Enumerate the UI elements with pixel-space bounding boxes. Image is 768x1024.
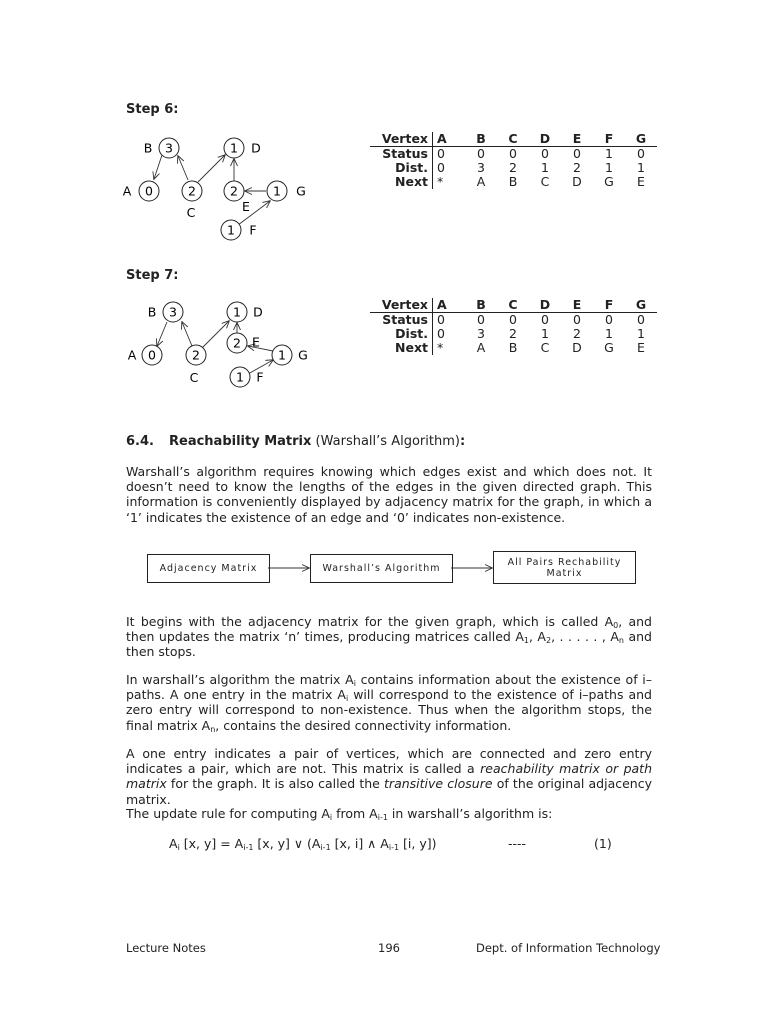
page-number: 196 (378, 941, 400, 955)
svg-text:C: C (186, 205, 196, 220)
svg-text:G: G (296, 183, 306, 199)
table-cell: E (637, 340, 645, 355)
svg-text:1: 1 (230, 140, 238, 156)
text-run: It begins with the adjacency matrix for the given graph, which is called A (126, 614, 614, 629)
edge-b-a (154, 155, 162, 179)
row-label: Status (382, 146, 428, 161)
edge-c-d (198, 155, 225, 182)
section-heading (126, 434, 465, 449)
table-row (370, 175, 657, 189)
subscript: 2 (546, 636, 552, 646)
text-run: , and then updates the matrix ‘n’ times, producing matrices called A (126, 614, 652, 645)
column-header: B (465, 298, 497, 313)
node-g (267, 181, 306, 201)
table-cell: 0 (477, 146, 485, 161)
text-run: contains information about the existence of i–paths. A one entry in the matrix A (126, 672, 652, 703)
svg-text:A: A (127, 347, 137, 363)
svg-text:2: 2 (188, 183, 196, 199)
column-header: F (593, 132, 625, 147)
table-cell: 0 (573, 312, 581, 327)
table-cell: 2 (509, 326, 517, 341)
column-header: F (593, 298, 625, 313)
text-run: [x, y] ∨ (A (253, 836, 321, 851)
paragraph-matrix-ai (126, 672, 652, 733)
table-cell: 2 (573, 160, 581, 175)
table-cell: 0 (573, 146, 581, 161)
text-run: In warshall’s algorithm the matrix A (126, 672, 354, 687)
node-b (148, 302, 183, 322)
subscript: 1 (523, 636, 529, 646)
formula-dashes: ---- (508, 836, 527, 851)
edge-c-b (182, 322, 192, 346)
table-cell: 0 (433, 161, 466, 175)
text-run: [x, y] = A (179, 836, 244, 851)
svg-text:2: 2 (192, 347, 200, 363)
table-cell: G (604, 340, 614, 355)
text-run: A one entry indicates a pair of vertices, which are connected and zero entry indicates a pair, which are not. This matrix is called a (126, 746, 652, 777)
node-e (224, 181, 250, 214)
subscript: i-1 (243, 843, 254, 852)
svg-text:1: 1 (227, 222, 235, 238)
table-cell: 1 (605, 160, 613, 175)
node-f (221, 220, 257, 240)
table-header-row (370, 132, 657, 147)
svg-text:D: D (251, 140, 261, 156)
paragraph-update-rule (126, 806, 652, 821)
svg-text:1: 1 (273, 183, 281, 199)
node-a (123, 181, 159, 201)
table-cell: 0 (605, 312, 613, 327)
edge-b-a (157, 322, 167, 346)
text-run: from A (332, 806, 378, 821)
text-run: and then stops. (126, 629, 652, 660)
node-c (186, 345, 206, 385)
table-cell: D (572, 174, 582, 189)
table-cell: E (637, 174, 645, 189)
text-run: , . . . . . , A (551, 629, 619, 645)
table-cell: 1 (637, 160, 645, 175)
table-cell: 1 (605, 146, 613, 161)
subscript: i-1 (377, 813, 388, 822)
table-cell: C (540, 174, 550, 189)
text-run: A (169, 836, 178, 851)
node-d (224, 138, 261, 158)
text-run: The update rule for computing A (126, 806, 330, 821)
table-cell: 1 (541, 160, 549, 175)
text-run: , contains the desired connectivity information. (215, 717, 512, 733)
text-run: will correspond to the existence of i–paths and zero entry will correspond to non-existence. Thus when the algorithm stops, the final matrix A (126, 687, 652, 733)
column-header: B (465, 132, 497, 147)
node-f (230, 367, 264, 387)
svg-text:G: G (298, 347, 308, 363)
flow-arrows (268, 560, 496, 576)
row-label: Dist. (395, 160, 428, 175)
svg-text:E: E (252, 334, 260, 350)
text-run: of the original adjacency matrix. (126, 776, 652, 807)
svg-text:2: 2 (230, 183, 238, 199)
italic-term: reachability matrix or path matrix (126, 761, 653, 792)
column-header: G (625, 132, 657, 147)
svg-text:C: C (189, 370, 199, 385)
paragraph-intro: Warshall’s algorithm requires knowing which edges exist and which does not. It doesn’t need to know the lengths of the edges in the given directed graph. This information is conveniently displayed by adjacency matrix for the graph, in which a ‘1’ indicates the existence of an edge and ‘0’ indicates non-existence. (126, 464, 652, 525)
subscript: i (329, 813, 333, 822)
column-header: A (433, 132, 466, 147)
table-cell: 0 (637, 146, 645, 161)
table-cell: 0 (509, 312, 517, 327)
table-cell: 0 (433, 327, 466, 341)
flow-box3-line2: Matrix (546, 567, 583, 579)
table-cell: B (508, 174, 518, 189)
table-cell: 0 (541, 146, 549, 161)
table-cell: * (433, 175, 466, 189)
table-row (370, 147, 657, 162)
update-formula (169, 836, 436, 851)
column-header: C (497, 298, 529, 313)
table-cell: 0 (541, 312, 549, 327)
table-cell: A (476, 340, 486, 355)
svg-text:0: 0 (148, 347, 156, 363)
table-header-row (370, 298, 657, 313)
svg-text:B: B (143, 140, 153, 156)
text-run: [x, i] ∧ A (330, 836, 389, 851)
node-g (272, 345, 308, 365)
svg-text:3: 3 (165, 140, 173, 156)
subscript: n (210, 724, 216, 734)
footer-left: Lecture Notes (126, 941, 206, 955)
svg-text:1: 1 (278, 347, 286, 363)
svg-text:B: B (147, 304, 157, 320)
italic-term: transitive closure (384, 776, 493, 792)
table-cell: 3 (477, 326, 485, 341)
svg-text:3: 3 (169, 304, 177, 320)
step7-heading: Step 7: (126, 268, 179, 283)
section-title: Reachability Matrix (169, 434, 312, 449)
flow-box-all-pairs-matrix (493, 551, 636, 584)
svg-text:0: 0 (145, 183, 153, 199)
table-cell: G (604, 174, 614, 189)
step6-graph (110, 128, 320, 246)
text-run: in warshall’s algorithm is: (387, 806, 553, 821)
vertex-label: Vertex (370, 298, 433, 313)
table-cell: 0 (477, 312, 485, 327)
subscript: n (618, 636, 624, 646)
column-header: A (433, 298, 466, 313)
text-run: [i, y]) (399, 836, 437, 851)
node-d (227, 302, 263, 322)
subscript: i (353, 679, 356, 688)
step6-heading: Step 6: (126, 102, 179, 117)
table-cell: 2 (573, 326, 581, 341)
table-cell: 0 (433, 147, 466, 162)
step7-graph (110, 294, 320, 394)
svg-text:F: F (249, 222, 257, 238)
table-cell: A (476, 174, 486, 189)
table-cell: 1 (605, 326, 613, 341)
node-e (227, 333, 260, 353)
table-row (370, 327, 657, 341)
svg-text:A: A (122, 183, 132, 199)
table-cell: 0 (637, 312, 645, 327)
step7-vertex-table (370, 298, 657, 355)
column-header: E (561, 132, 593, 147)
table-row (370, 161, 657, 175)
step6-vertex-table (370, 132, 657, 189)
subscript: i (177, 843, 180, 852)
table-cell: D (572, 340, 582, 355)
row-label: Next (395, 174, 428, 189)
table-cell: * (433, 341, 466, 355)
flow-box-adjacency-matrix: Adjacency Matrix (147, 554, 270, 583)
table-cell: 3 (477, 160, 485, 175)
subscript: 0 (613, 621, 619, 630)
footer-right: Dept. of Information Technology (476, 941, 661, 955)
table-row (370, 341, 657, 355)
table-cell: 2 (509, 160, 517, 175)
column-header: D (529, 132, 561, 147)
subscript: i-1 (320, 843, 331, 852)
edge-c-b (178, 156, 188, 180)
node-b (144, 138, 179, 158)
edge-c-d (202, 321, 229, 348)
table-row (370, 313, 657, 328)
table-cell: B (508, 340, 518, 355)
column-header: E (561, 298, 593, 313)
svg-text:F: F (256, 369, 264, 385)
table-cell: C (540, 340, 550, 355)
svg-text:1: 1 (233, 304, 241, 320)
section-colon: : (459, 434, 466, 449)
section-number: 6.4. (126, 434, 154, 449)
node-c (182, 181, 202, 220)
svg-text:D: D (253, 304, 263, 320)
equation-number: (1) (594, 836, 612, 851)
table-cell: 1 (541, 326, 549, 341)
table-cell: 0 (433, 313, 466, 328)
flow-box-warshalls-algorithm: Warshall’s Algorithm (310, 554, 453, 583)
row-label: Status (382, 312, 428, 327)
section-subtitle: (Warshall’s Algorithm) (315, 434, 460, 449)
subscript: i-1 (388, 843, 400, 852)
svg-text:2: 2 (233, 335, 241, 351)
svg-text:E: E (242, 199, 250, 214)
svg-text:1: 1 (236, 369, 244, 385)
vertex-label: Vertex (370, 132, 433, 147)
subscript: i (345, 694, 349, 704)
table-cell: 0 (509, 146, 517, 161)
paragraph-begins (126, 614, 652, 660)
node-a (128, 345, 162, 365)
text-run: for the graph. It is also called the (166, 776, 385, 792)
row-label: Next (395, 340, 428, 355)
flow-box3-line1: All Pairs Rechability (507, 556, 622, 568)
text-run: , A (528, 629, 546, 645)
paragraph-one-entry (126, 746, 652, 807)
column-header: D (529, 298, 561, 313)
table-cell: 1 (637, 326, 645, 341)
column-header: G (625, 298, 657, 313)
row-label: Dist. (395, 326, 428, 341)
column-header: C (497, 132, 529, 147)
